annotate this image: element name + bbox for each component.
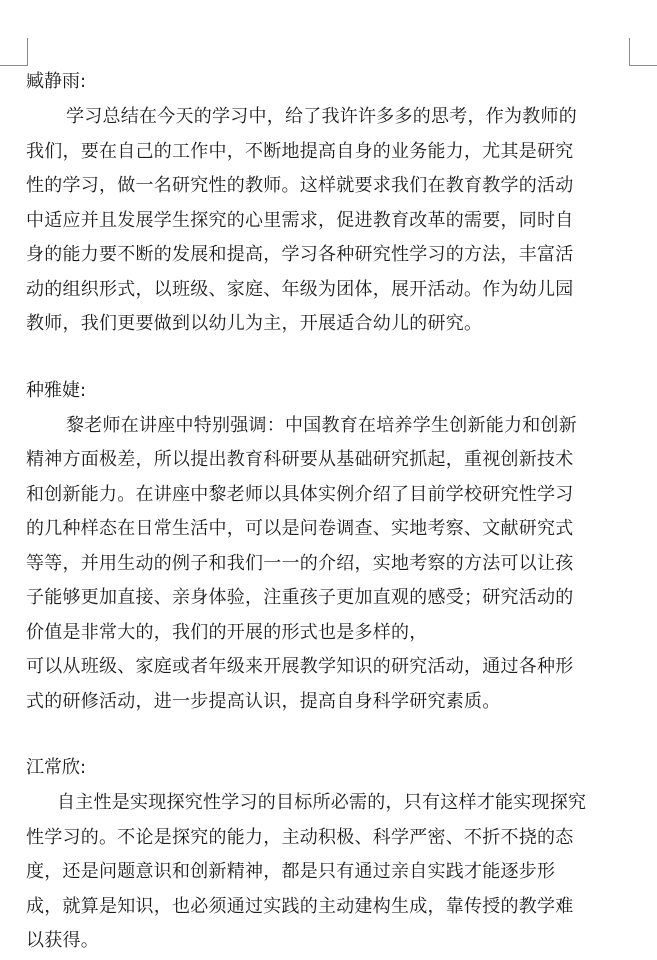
comment-section-3 — [26, 750, 636, 959]
paragraph-line: 黎老师在讲座中特别强调：中国教育在培养学生创新能力和创新 — [66, 414, 577, 436]
comment-section-2 — [26, 373, 636, 720]
comment-section-1 — [26, 64, 636, 342]
paragraph-line: 可以从班级、家庭或者年级来开展教学知识的研究活动，通过各种形 — [26, 656, 574, 677]
paragraph-line: 成，就算是知识，也必须通过实践的主动建构生成，靠传授的教学难 — [26, 895, 574, 917]
paragraph-line: 学习总结在今天的学习中，给了我许许多多的思考，作为教师的 — [66, 106, 577, 127]
paragraph-line: 性学习的。不论是探究的能力，主动积极、科学严密、不折不挠的态 — [26, 826, 574, 848]
paragraph-line: 身的能力要不断的发展和提高，学习各种研究性学习的方法，丰富活 — [26, 244, 574, 265]
paragraph-line: 和创新能力。在讲座中黎老师以具体实例介绍了目前学校研究性学习 — [26, 483, 574, 505]
author-name: 江常欣: — [26, 757, 87, 778]
paragraph-line: 精神方面极差，所以提出教育科研要从基础研究抓起，重视创新技术 — [26, 449, 574, 470]
paragraph-line: 动的组织形式，以班级、家庭、年级为团体，展开活动。作为幼儿园 — [26, 278, 574, 300]
top-right-crop-mark — [629, 38, 657, 66]
paragraph-line: 以获得。 — [26, 930, 99, 951]
paragraph-line: 自主性是实现探究性学习的目标所必需的，只有这样才能实现探究 — [57, 792, 587, 813]
section-gap — [26, 342, 636, 373]
paragraph-line: 价值是非常大的，我们的开展的形式也是多样的， — [26, 621, 428, 643]
document-body — [26, 64, 636, 959]
paragraph-line: 度，还是问题意识和创新精神，都是只有通过亲自实践才能逐步形 — [26, 861, 556, 882]
paragraph-line: 的几种样态在日常生活中，可以是问卷调查、实地考察、文献研究式 — [26, 518, 574, 539]
top-left-crop-mark — [0, 38, 28, 66]
paragraph-line: 教师，我们更要做到以幼儿为主，开展适合幼儿的研究。 — [26, 313, 483, 334]
section-gap — [26, 719, 636, 750]
paragraph-line: 中适应并且发展学生探究的心里需求，促进教育改革的需要，同时自 — [26, 209, 574, 231]
paragraph-line: 性的学习，做一名研究性的教师。这样就要求我们在教育教学的活动 — [26, 175, 574, 196]
author-name: 臧静雨: — [26, 71, 87, 92]
author-name: 种雅婕: — [26, 379, 87, 401]
paragraph-line: 我们，要在自己的工作中，不断地提高自身的业务能力，尤其是研究 — [26, 140, 574, 162]
paragraph-line: 式的研修活动，进一步提高认识，提高自身科学研究素质。 — [26, 690, 501, 712]
paragraph-line: 等等，并用生动的例子和我们一一的介绍，实地考察的方法可以让孩 — [26, 552, 574, 574]
paragraph-line: 子能够更加直接、亲身体验，注重孩子更加直观的感受；研究活动的 — [26, 587, 574, 608]
